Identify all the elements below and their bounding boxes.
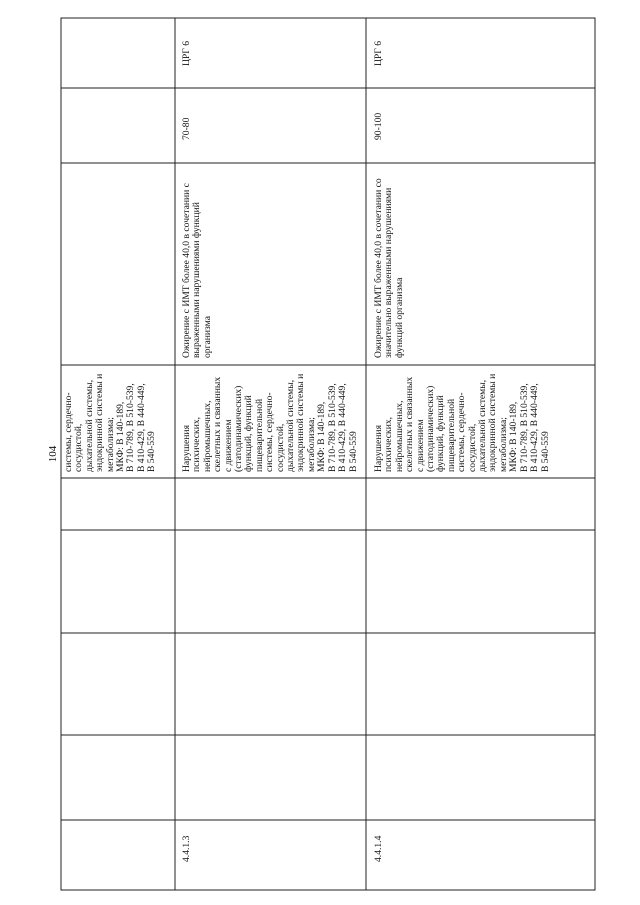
row-continued-disorders: системы, сердечно- сосудистой, дыхательной системы, эндокринной системы и метаболизма; МКФ: В 140-189, В 710-789, В 510-539, В 410-429, В 440-449, В 540-559 bbox=[63, 373, 158, 472]
row-description: Ожирение с ИМТ более 40,0 в сочетании с выраженными нарушениями функций организма bbox=[181, 183, 213, 358]
row-disorders: Нарушения психических, нейромышечных, скелетных и связанных с движением (статодинамических) функций, функций пищеварительной системы, сердечно- сосудистой, дыхательной системы, эндокринной системы и метаболизма; МКФ: В 140-189, В 710-789, В 510-539, В 410-429, В 440-449, В 540-559 bbox=[373, 373, 551, 472]
row-code: 4.4.1.3 bbox=[181, 835, 192, 862]
row-group: ЦРГ 6 bbox=[181, 40, 192, 66]
row-code: 4.4.1.4 bbox=[373, 835, 384, 862]
row-description: Ожирение с ИМТ более 40,0 в сочетании со значительно выраженными нарушениями функций организма bbox=[373, 178, 405, 358]
page-number: 104 bbox=[47, 445, 59, 463]
row-disorders: Нарушения психических, нейромышечных, скелетных и связанных с движением (статодинамических) функций, функций пищеварительной системы, сердечно- сосудистой, дыхательной системы, эндокринной системы и метаболизма; МКФ: В 140-189, В 710-789, В 510-539, В 410-429, В 440-449, В 540-559 bbox=[181, 373, 359, 472]
row-percent: 70-80 bbox=[181, 117, 192, 140]
row-group: ЦРГ 6 bbox=[373, 40, 384, 66]
row-percent: 90-100 bbox=[373, 112, 384, 140]
